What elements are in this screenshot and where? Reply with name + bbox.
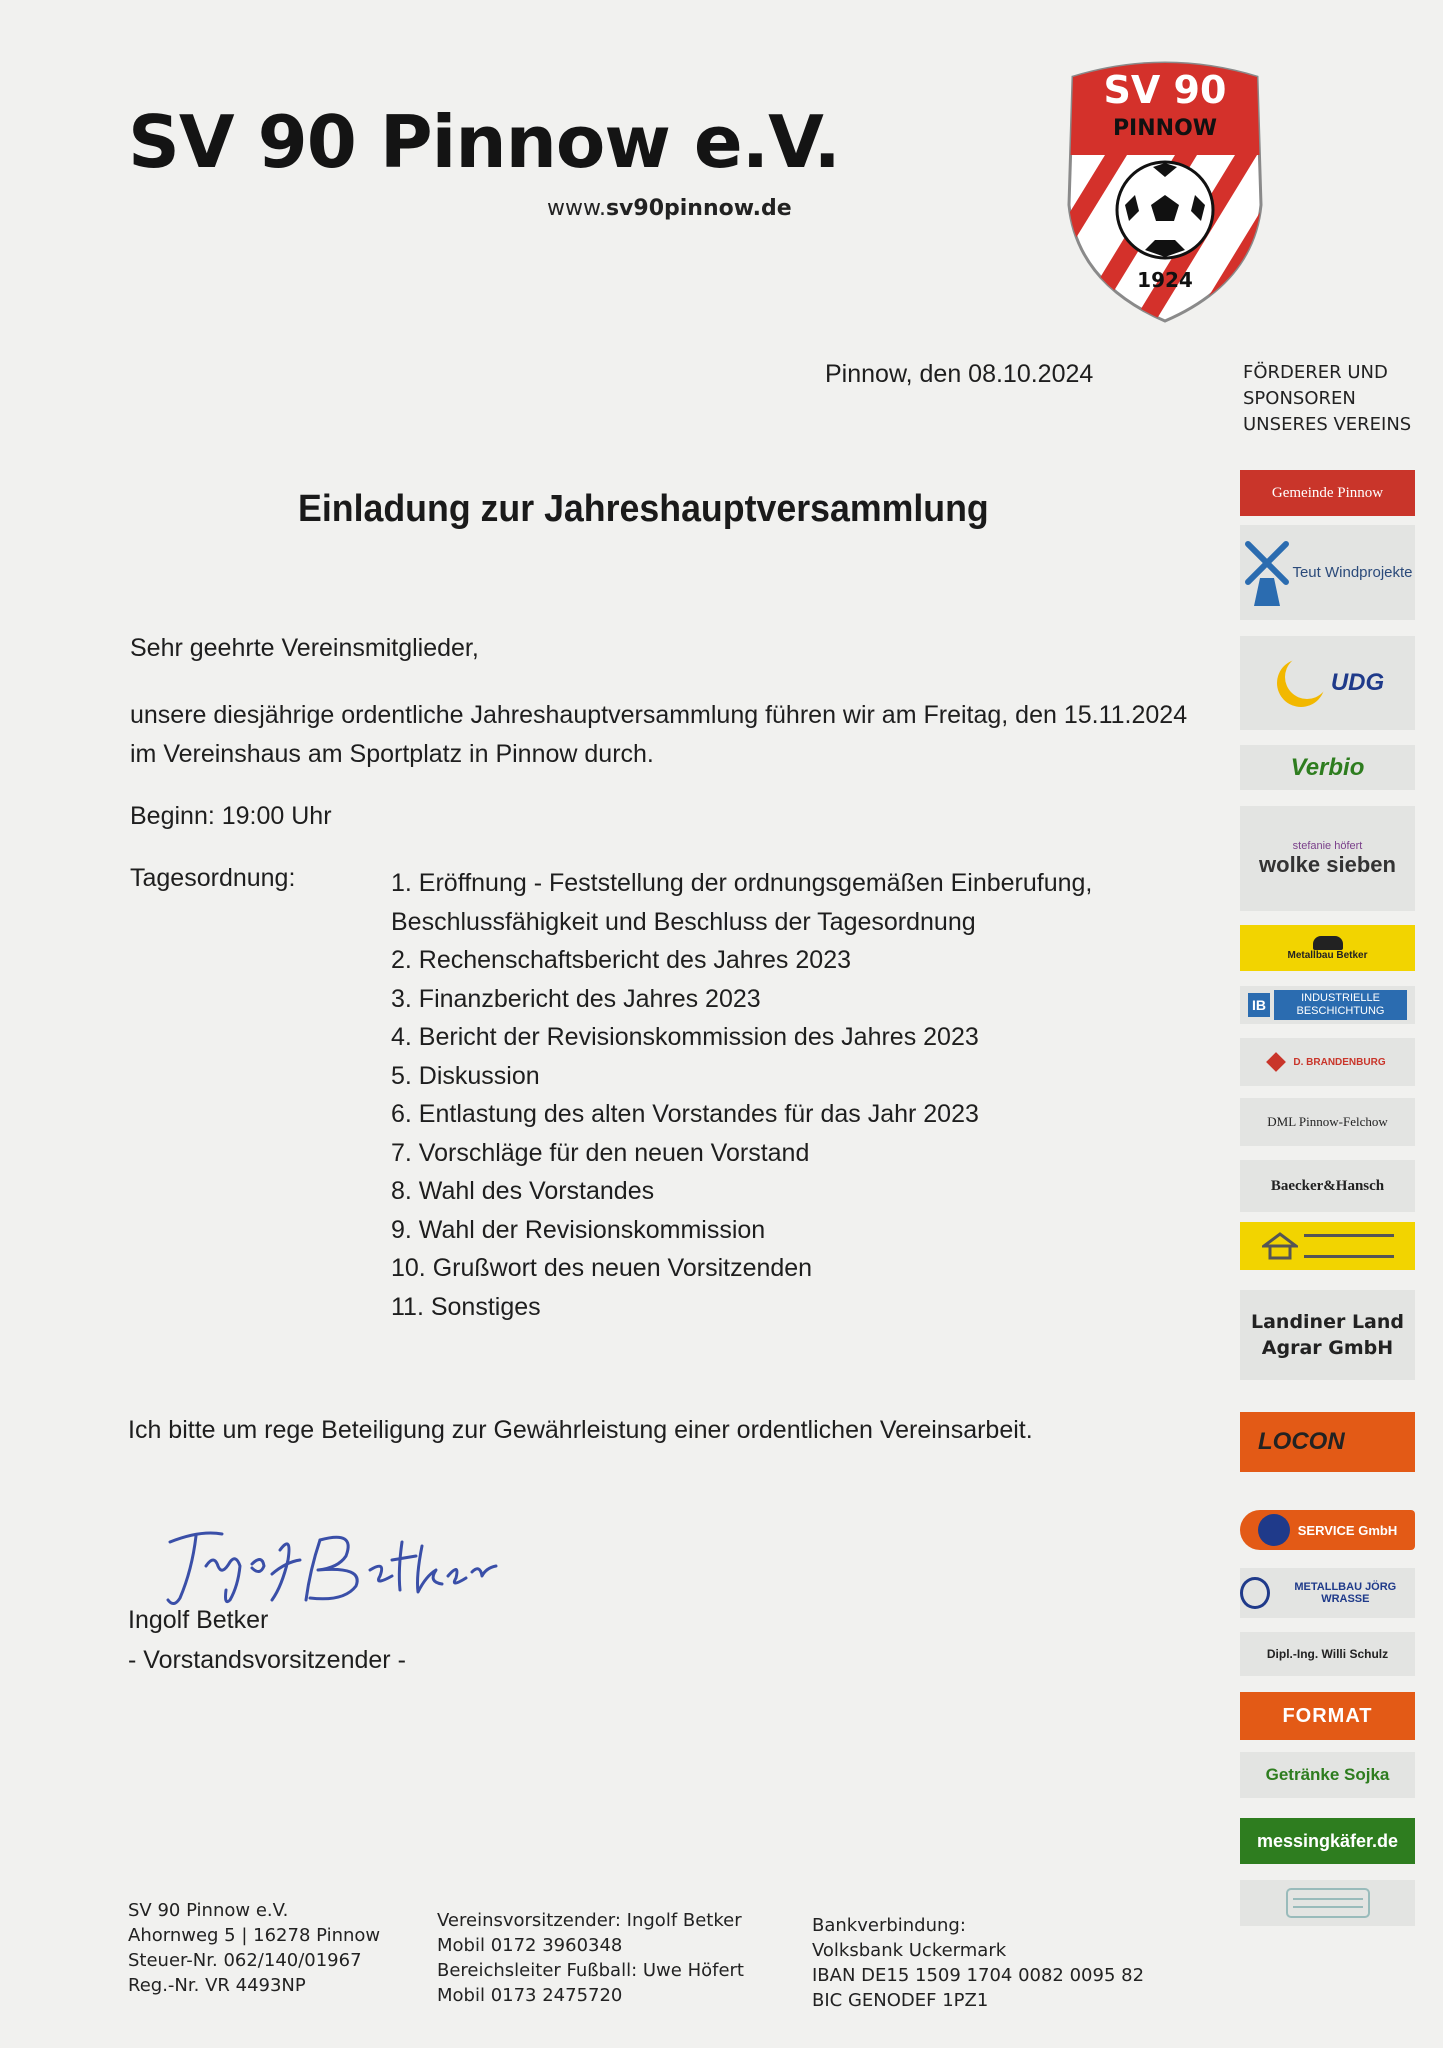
closing-sentence: Ich bitte um rege Beteiligung zur Gewährleistung einer ordentlichen Vereinsarbeit. [128,1416,1033,1444]
sponsor-text: SERVICE GmbH [1297,1522,1398,1538]
sponsor-heading-line: UNSERES VEREINS [1243,414,1412,435]
sponsor-logo-d-brandenburg [1240,1038,1415,1086]
ib-icon: IB [1248,993,1270,1017]
footer-line: Ahornweg 5 | 16278 Pinnow [128,1925,381,1946]
sponsor-logo-landiner-land [1240,1290,1415,1380]
start-time: Beginn: 19:00 Uhr [130,802,332,830]
sponsor-logo-wdu-service [1240,1510,1415,1550]
sponsor-heading-line: FÖRDERER UND [1243,362,1388,383]
sponsor-logo-dml [1240,1098,1415,1146]
sponsor-logo-gemeinde-pinnow [1240,470,1415,516]
footer-line: SV 90 Pinnow e.V. [128,1900,289,1921]
footer-address [128,1898,380,1998]
sponsor-text: Landiner Land [1250,1311,1405,1333]
salutation: Sehr geehrte Vereinsmitglieder, [130,634,479,662]
footer-line: Mobil 0172 3960348 [437,1935,623,1956]
sponsor-text: METALLBAU JÖRG WRASSE [1294,1581,1397,1605]
date-line: Pinnow, den 08.10.2024 [825,360,1094,388]
generic-logo-icon [1283,1885,1373,1921]
house-icon [1262,1232,1298,1260]
sponsor-text: Agrar GmbH [1261,1337,1394,1359]
crescent-icon [1271,653,1331,713]
sponsor-logo-locon [1240,1412,1415,1482]
helmet-icon [1313,936,1343,950]
club-name: SV 90 Pinnow e.V. [128,100,840,184]
sponsor-text: Teut Windprojekte [1292,564,1413,581]
agenda-item: 9. Wahl der Revisionskommission [391,1215,766,1244]
crest-year: 1924 [1137,268,1193,292]
sponsor-heading [1243,360,1443,438]
sponsor-text: D. BRANDENBURG [1293,1056,1386,1068]
sponsor-text: UDG [1330,669,1385,696]
sponsor-logo-udg [1240,636,1415,730]
sponsor-text: Gemeinde Pinnow [1271,484,1384,501]
footer-line: Bereichsleiter Fußball: Uwe Höfert [437,1960,744,1981]
sponsor-logo-baecker-hansch [1240,1160,1415,1212]
agenda-item: 7. Vorschläge für den neuen Vorstand [391,1138,810,1167]
sponsor-text: Baecker&Hansch [1270,1177,1385,1194]
footer-line: Reg.-Nr. VR 4493NP [128,1975,306,1996]
sponsor-text: Dipl.-Ing. Willi Schulz [1266,1647,1389,1661]
wdu-icon [1258,1514,1290,1546]
sponsor-logo-teut [1240,525,1415,620]
agenda-item: 6. Entlastung des alten Vorstandes für das Jahr 2023 [391,1100,979,1128]
agenda-label: Tagesordnung: [130,864,296,892]
sponsor-text: LOCON [1258,1428,1345,1455]
footer-line: Bankverbindung: [812,1915,966,1936]
sponsor-text: FORMAT [1282,1704,1373,1727]
sponsor-text: Verbio [1290,753,1365,781]
sponsor-logo-ingenieurbuero-hochbau [1240,1222,1415,1270]
paragraph-line: im Vereinshaus am Sportplatz in Pinnow durch. [130,740,654,768]
signature-image [160,1520,500,1610]
crest-place: PINNOW [1112,116,1218,141]
diamond-icon [1266,1052,1286,1072]
agenda-item: 5. Diskussion [391,1061,540,1090]
agenda-list [391,864,1092,1326]
windmill-icon [1242,538,1292,608]
agenda-item: 4. Bericht der Revisionskommission des Jahres 2023 [391,1023,979,1051]
circle-logo-icon [1240,1577,1270,1609]
sponsor-text: Metallbau Betker [1287,949,1368,961]
footer-line: Volksbank Uckermark [812,1940,1007,1961]
crest-name: SV 90 [1103,68,1227,112]
sponsor-logo-industrielle-beschichtung [1240,986,1415,1024]
agenda-item: 11. Sonstiges [391,1292,541,1321]
sponsor-logo-format [1240,1692,1415,1740]
decorative-lines [1304,1234,1394,1258]
sponsor-logo-verbio [1240,745,1415,790]
sponsor-text: messingkäfer.de [1256,1830,1399,1851]
club-url[interactable] [547,196,792,221]
sponsor-logo-getraenke-sojka [1240,1752,1415,1798]
sponsor-logo-joerg-wrasse [1240,1568,1415,1618]
sponsor-text: INDUSTRIELLE BESCHICHTUNG [1274,990,1407,1020]
footer-line: Mobil 0173 2475720 [437,1985,623,2006]
sponsor-text: stefanie höfert [1292,839,1363,852]
agenda-item: 1. Eröffnung - Feststellung der ordnungsgemäßen Einberufung, [391,869,1093,897]
agenda-item: Beschlussfähigkeit und Beschluss der Tagesordnung [391,907,976,936]
sponsor-logo-messingkaefer [1240,1818,1415,1864]
club-crest-logo [1065,55,1265,325]
footer-bank [812,1913,1144,2013]
signer-role: - Vorstandsvorsitzender - [128,1646,406,1674]
letter-title: Einladung zur Jahreshauptversammlung [298,488,989,530]
footer-contacts [437,1908,744,2008]
sponsor-heading-line: SPONSOREN [1243,388,1356,409]
sponsor-text: wolke sieben [1259,851,1396,877]
footer-line: Steuer-Nr. 062/140/01967 [128,1950,362,1971]
sponsor-logo-metallbau-betker [1240,925,1415,971]
paragraph-line: unsere diesjährige ordentliche Jahreshauptversammlung führen wir am Freitag, den 15.11.2024 [130,701,1188,729]
url-prefix: www. [547,196,606,221]
footer-line: IBAN DE15 1509 1704 0082 0095 82 [812,1965,1145,1986]
footer-line: Vereinsvorsitzender: Ingolf Betker [437,1910,742,1931]
sponsor-logo-wolke-sieben [1240,806,1415,911]
sponsor-text: DML Pinnow-Felchow [1267,1114,1388,1129]
agenda-item: 2. Rechenschaftsbericht des Jahres 2023 [391,946,851,974]
agenda-item: 3. Finanzbericht des Jahres 2023 [391,984,761,1013]
sponsor-logo-willi-schulz [1240,1632,1415,1676]
agenda-item: 8. Wahl des Vorstandes [391,1177,655,1205]
sponsor-logo-unreadable [1240,1880,1415,1926]
url-domain: sv90pinnow.de [605,196,792,221]
agenda-item: 10. Grußwort des neuen Vorsitzenden [391,1254,813,1282]
footer-line: BIC GENODEF 1PZ1 [812,1990,989,2011]
signer-name: Ingolf Betker [128,1606,269,1634]
sponsor-text: Getränke Sojka [1265,1765,1390,1784]
